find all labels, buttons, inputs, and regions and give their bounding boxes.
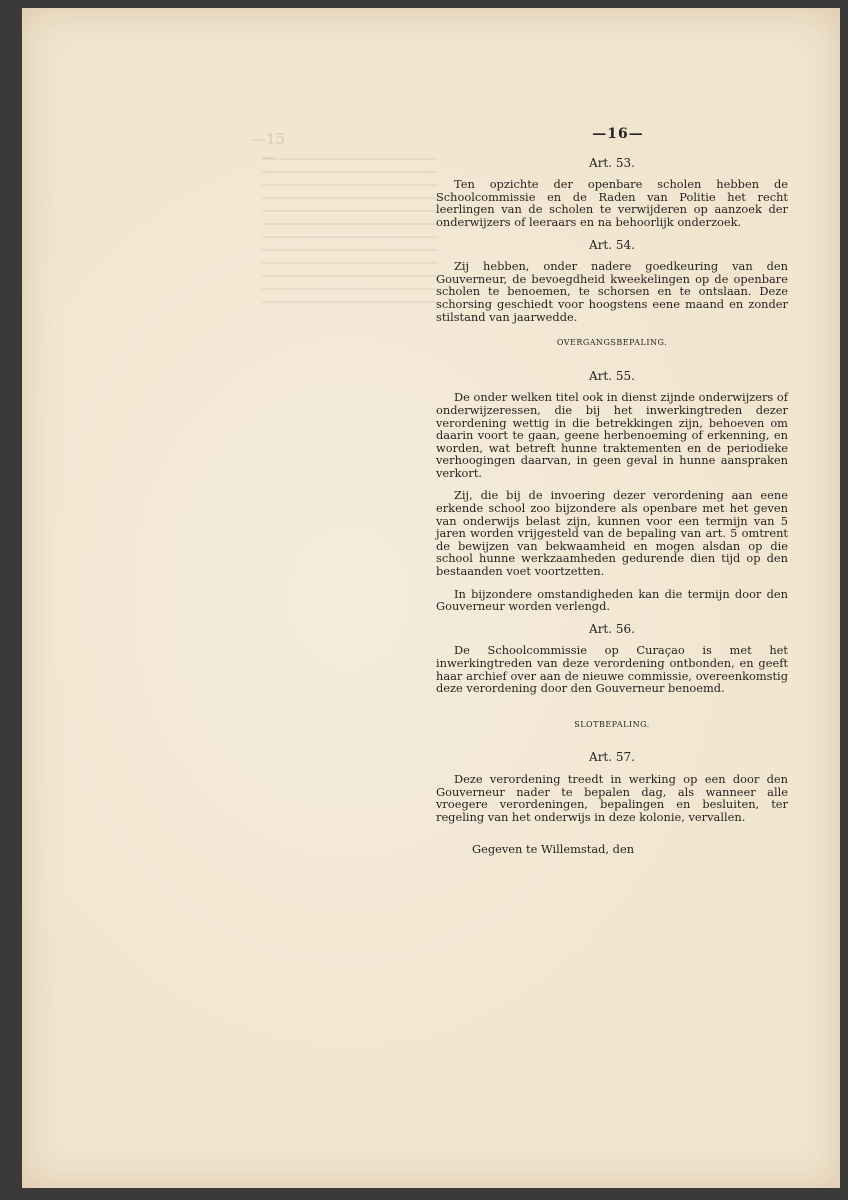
article-heading-57: Art. 57. [589,750,635,765]
page-number: —16— [592,126,644,142]
article-heading-54: Art. 54. [589,237,635,252]
bleed-through-text: —15— [250,130,286,166]
article-54-para-1: Zij hebben, onder nadere goedkeuring van den Gouverneur, de bevoegdheid kweekelingen op de openbare scholen te benoemen, te schorsen en te ontslaan. Deze schorsing geschiedt voor hoogstens eene maand en zonder stilstand van jaarwedde. [436,259,788,324]
text-column [436,128,788,856]
section-heading-slotbepaling: SLOTBEPALING. [574,719,650,729]
article-57-para-1: Deze verordening treedt in werking op een door den Gouverneur nader te bepalen dag, als wanneer alle vroegere verordeningen, bepalingen en besluiten, ter regeling van het onderwijs in deze kolonie, vervallen. [436,771,788,824]
article-heading-55: Art. 55. [589,368,635,383]
article-55-para-2: Zij, die bij de invoering dezer verordening aan eene erkende school zoo bijzondere als openbare met het geven van onderwijs belast zijn, kunnen voor een termijn van 5 jaren worden vrijgesteld van de bepaling van art. 5 omtrent de bewijzen van bekwaamheid en mogen alsdan op die school hunne werkzaamheden gedurende dien tijd op den bestaanden voet voortzetten. [436,488,788,579]
article-55-para-3: In bijzondere omstandigheden kan die termijn door den Gouverneur worden verlengd. [436,586,788,614]
article-heading-53: Art. 53. [589,155,635,170]
bleed-through-lines [262,158,438,314]
article-56-para-1: De Schoolcommissie op Curaçao is met het inwerkingtreden van deze verordening ontbonden, en geeft haar archief over aan de nieuwe commissie, overeenkomstig deze verordening door den Gouverneur benoemd. [436,643,788,696]
article-55-para-1: De onder welken titel ook in dienst zijnde onderwijzers of onderwijzeressen, die bij het inwerkingtreden dezer verordening wettig in die betrekkingen zijn, behoeven om daarin voort te gaan, geene herbenoeming of erkenning, en worden, wat betreft hunne traktementen en de periodieke verhoogingen daarvan, in geen geval in hunne aanspraken verkort. [436,390,788,480]
article-53-para-1: Ten opzichte der openbare scholen hebben de Schoolcommissie en de Raden van Politie het recht leerlingen van de scholen te verwijderen op aanzoek der onderwijzers of leeraars en na behoorlijk onderzoek. [436,177,788,229]
article-heading-56: Art. 56. [589,621,635,636]
section-heading-overgangsbepaling: OVERGANGSBEPALING. [556,338,668,348]
closing-line: Gegeven te Willemstad, den [472,842,635,857]
